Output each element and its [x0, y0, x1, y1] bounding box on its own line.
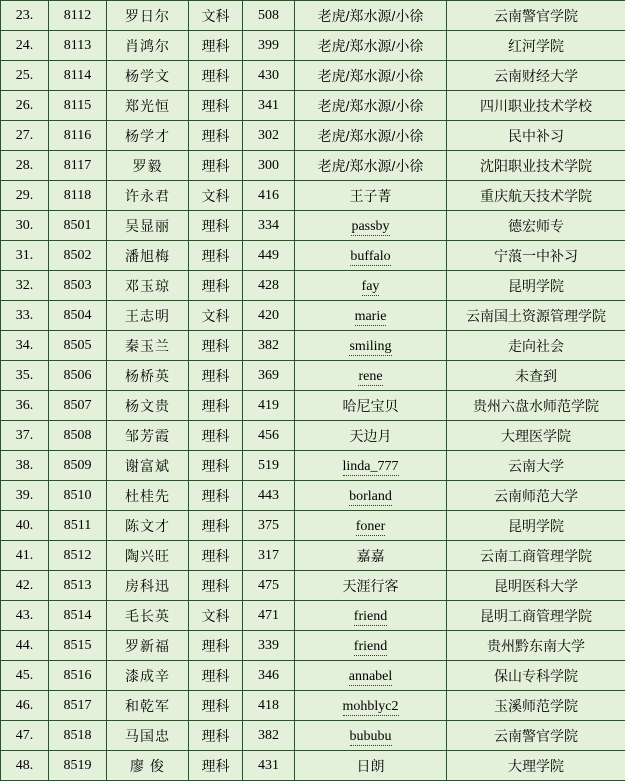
online-nickname [295, 631, 447, 661]
student-name: 马国忠 [107, 721, 189, 751]
online-nickname [295, 271, 447, 301]
admitted-school: 大理学院 [447, 751, 625, 781]
student-name: 杜桂先 [107, 481, 189, 511]
nickname-text: friend [354, 639, 387, 656]
exam-score: 419 [243, 391, 295, 421]
online-nickname: 天边月 [295, 421, 447, 451]
admitted-school: 云南财经大学 [447, 61, 625, 91]
student-name: 罗日尔 [107, 1, 189, 31]
student-name: 罗新福 [107, 631, 189, 661]
nickname-text: buffalo [350, 249, 390, 266]
row-index: 47. [1, 721, 49, 751]
admitted-school: 重庆航天技术学院 [447, 181, 625, 211]
table-row [1, 481, 625, 511]
nickname-text: fay [362, 279, 380, 296]
nickname-text: passby [351, 219, 389, 236]
student-name: 杨学才 [107, 121, 189, 151]
subject-track: 文科 [189, 181, 243, 211]
admitted-school: 云南警官学院 [447, 1, 625, 31]
table-row [1, 211, 625, 241]
row-index: 24. [1, 31, 49, 61]
table-row [1, 451, 625, 481]
row-index: 23. [1, 1, 49, 31]
online-nickname: 老虎/郑水源/小徐 [295, 61, 447, 91]
row-index: 41. [1, 541, 49, 571]
subject-track: 理科 [189, 751, 243, 781]
admitted-school: 四川职业技术学校 [447, 91, 625, 121]
subject-track: 理科 [189, 361, 243, 391]
online-nickname: 老虎/郑水源/小徐 [295, 91, 447, 121]
admitted-school: 玉溪师范学院 [447, 691, 625, 721]
online-nickname: 嘉嘉 [295, 541, 447, 571]
row-index: 28. [1, 151, 49, 181]
student-name: 陈文才 [107, 511, 189, 541]
student-id: 8115 [49, 91, 107, 121]
nickname-text: friend [354, 609, 387, 626]
table-row [1, 751, 625, 781]
table-body [1, 1, 625, 781]
student-id: 8515 [49, 631, 107, 661]
student-name: 郑光恒 [107, 91, 189, 121]
admitted-school: 昆明学院 [447, 271, 625, 301]
student-name: 和乾军 [107, 691, 189, 721]
exam-score: 418 [243, 691, 295, 721]
student-name: 潘旭梅 [107, 241, 189, 271]
student-id: 8518 [49, 721, 107, 751]
admitted-school: 保山专科学院 [447, 661, 625, 691]
row-index: 34. [1, 331, 49, 361]
table-row [1, 421, 625, 451]
student-id: 8506 [49, 361, 107, 391]
exam-score: 471 [243, 601, 295, 631]
student-name: 许永君 [107, 181, 189, 211]
student-id: 8512 [49, 541, 107, 571]
table-row [1, 301, 625, 331]
online-nickname [295, 691, 447, 721]
student-name: 肖鸿尔 [107, 31, 189, 61]
admitted-school: 云南工商管理学院 [447, 541, 625, 571]
admitted-school: 贵州黔东南大学 [447, 631, 625, 661]
student-id: 8117 [49, 151, 107, 181]
exam-score: 399 [243, 31, 295, 61]
table-row [1, 631, 625, 661]
student-id: 8508 [49, 421, 107, 451]
student-name: 吴显丽 [107, 211, 189, 241]
row-index: 40. [1, 511, 49, 541]
student-id: 8118 [49, 181, 107, 211]
subject-track: 理科 [189, 631, 243, 661]
admitted-school: 沈阳职业技术学院 [447, 151, 625, 181]
row-index: 32. [1, 271, 49, 301]
nickname-text: foner [356, 519, 386, 536]
table-row [1, 31, 625, 61]
subject-track: 理科 [189, 541, 243, 571]
table-row [1, 361, 625, 391]
exam-score: 456 [243, 421, 295, 451]
subject-track: 理科 [189, 91, 243, 121]
subject-track: 文科 [189, 1, 243, 31]
exam-score: 449 [243, 241, 295, 271]
student-name: 罗毅 [107, 151, 189, 181]
student-id: 8517 [49, 691, 107, 721]
student-name: 邹芳霞 [107, 421, 189, 451]
row-index: 36. [1, 391, 49, 421]
row-index: 37. [1, 421, 49, 451]
row-index: 46. [1, 691, 49, 721]
exam-score: 302 [243, 121, 295, 151]
exam-score: 382 [243, 721, 295, 751]
subject-track: 理科 [189, 721, 243, 751]
admitted-school: 未查到 [447, 361, 625, 391]
subject-track: 理科 [189, 391, 243, 421]
exam-score: 339 [243, 631, 295, 661]
online-nickname: 天涯行客 [295, 571, 447, 601]
student-id: 8114 [49, 61, 107, 91]
row-index: 25. [1, 61, 49, 91]
exam-score: 369 [243, 361, 295, 391]
table-row [1, 1, 625, 31]
exam-score: 317 [243, 541, 295, 571]
exam-score: 375 [243, 511, 295, 541]
row-index: 29. [1, 181, 49, 211]
admitted-school: 云南国土资源管理学院 [447, 301, 625, 331]
exam-score: 431 [243, 751, 295, 781]
table-row [1, 661, 625, 691]
student-id: 8501 [49, 211, 107, 241]
table-row [1, 61, 625, 91]
subject-track: 理科 [189, 421, 243, 451]
student-name: 漆成辛 [107, 661, 189, 691]
table-row [1, 511, 625, 541]
admitted-school: 宁蒗一中补习 [447, 241, 625, 271]
nickname-text: linda_777 [343, 459, 399, 476]
row-index: 27. [1, 121, 49, 151]
student-id: 8505 [49, 331, 107, 361]
student-id: 8112 [49, 1, 107, 31]
nickname-text: marie [355, 309, 387, 326]
row-index: 39. [1, 481, 49, 511]
row-index: 33. [1, 301, 49, 331]
subject-track: 理科 [189, 511, 243, 541]
row-index: 44. [1, 631, 49, 661]
exam-score: 346 [243, 661, 295, 691]
student-name: 毛长英 [107, 601, 189, 631]
admitted-school: 走向社会 [447, 331, 625, 361]
table-row [1, 721, 625, 751]
student-id: 8507 [49, 391, 107, 421]
student-id: 8504 [49, 301, 107, 331]
student-id: 8509 [49, 451, 107, 481]
nickname-text: bububu [350, 729, 392, 746]
exam-score: 428 [243, 271, 295, 301]
subject-track: 理科 [189, 211, 243, 241]
subject-track: 理科 [189, 241, 243, 271]
online-nickname [295, 511, 447, 541]
admitted-school: 德宏师专 [447, 211, 625, 241]
exam-score: 382 [243, 331, 295, 361]
admitted-school: 昆明工商管理学院 [447, 601, 625, 631]
subject-track: 理科 [189, 151, 243, 181]
row-index: 31. [1, 241, 49, 271]
row-index: 42. [1, 571, 49, 601]
admitted-school: 民中补习 [447, 121, 625, 151]
row-index: 45. [1, 661, 49, 691]
student-id: 8502 [49, 241, 107, 271]
student-id: 8511 [49, 511, 107, 541]
online-nickname: 老虎/郑水源/小徐 [295, 121, 447, 151]
online-nickname: 老虎/郑水源/小徐 [295, 31, 447, 61]
student-id: 8510 [49, 481, 107, 511]
row-index: 30. [1, 211, 49, 241]
subject-track: 理科 [189, 121, 243, 151]
subject-track: 理科 [189, 481, 243, 511]
admitted-school: 昆明学院 [447, 511, 625, 541]
table-row [1, 241, 625, 271]
online-nickname [295, 211, 447, 241]
exam-score: 334 [243, 211, 295, 241]
exam-score: 519 [243, 451, 295, 481]
online-nickname [295, 601, 447, 631]
student-name: 王志明 [107, 301, 189, 331]
online-nickname: 老虎/郑水源/小徐 [295, 1, 447, 31]
online-nickname: 王子菁 [295, 181, 447, 211]
student-id: 8514 [49, 601, 107, 631]
subject-track: 理科 [189, 271, 243, 301]
subject-track: 理科 [189, 691, 243, 721]
table-row [1, 391, 625, 421]
row-index: 43. [1, 601, 49, 631]
student-name: 秦玉兰 [107, 331, 189, 361]
student-id: 8513 [49, 571, 107, 601]
online-nickname: 日朗 [295, 751, 447, 781]
student-name: 房科迅 [107, 571, 189, 601]
exam-score: 416 [243, 181, 295, 211]
online-nickname [295, 241, 447, 271]
online-nickname: 老虎/郑水源/小徐 [295, 151, 447, 181]
online-nickname: 哈尼宝贝 [295, 391, 447, 421]
nickname-text: mohblyc2 [343, 699, 399, 716]
subject-track: 文科 [189, 301, 243, 331]
row-index: 48. [1, 751, 49, 781]
exam-score: 420 [243, 301, 295, 331]
online-nickname [295, 721, 447, 751]
exam-score: 475 [243, 571, 295, 601]
student-id: 8116 [49, 121, 107, 151]
nickname-text: borland [349, 489, 392, 506]
exam-score: 341 [243, 91, 295, 121]
subject-track: 理科 [189, 31, 243, 61]
online-nickname [295, 361, 447, 391]
table-row [1, 691, 625, 721]
admitted-school: 红河学院 [447, 31, 625, 61]
subject-track: 理科 [189, 571, 243, 601]
online-nickname [295, 331, 447, 361]
exam-score: 443 [243, 481, 295, 511]
table-row [1, 91, 625, 121]
row-index: 35. [1, 361, 49, 391]
table-row [1, 121, 625, 151]
exam-score: 300 [243, 151, 295, 181]
online-nickname [295, 451, 447, 481]
admitted-school: 贵州六盘水师范学院 [447, 391, 625, 421]
student-name: 杨桥英 [107, 361, 189, 391]
table-row [1, 271, 625, 301]
subject-track: 理科 [189, 331, 243, 361]
student-id: 8519 [49, 751, 107, 781]
table-row [1, 151, 625, 181]
student-id: 8503 [49, 271, 107, 301]
nickname-text: rene [358, 369, 382, 386]
admitted-school: 大理医学院 [447, 421, 625, 451]
subject-track: 理科 [189, 61, 243, 91]
student-name: 邓玉琼 [107, 271, 189, 301]
row-index: 26. [1, 91, 49, 121]
student-name: 谢富斌 [107, 451, 189, 481]
online-nickname [295, 661, 447, 691]
table-row [1, 541, 625, 571]
table-row [1, 181, 625, 211]
student-id: 8516 [49, 661, 107, 691]
subject-track: 文科 [189, 601, 243, 631]
student-id: 8113 [49, 31, 107, 61]
admitted-school: 云南师范大学 [447, 481, 625, 511]
subject-track: 理科 [189, 661, 243, 691]
exam-score: 430 [243, 61, 295, 91]
table-row [1, 331, 625, 361]
admitted-school: 云南大学 [447, 451, 625, 481]
exam-score: 508 [243, 1, 295, 31]
subject-track: 理科 [189, 451, 243, 481]
student-name: 杨文贵 [107, 391, 189, 421]
nickname-text: annabel [349, 669, 393, 686]
nickname-text: smiling [349, 339, 391, 356]
table-row [1, 601, 625, 631]
admitted-school: 昆明医科大学 [447, 571, 625, 601]
admitted-school: 云南警官学院 [447, 721, 625, 751]
table-row [1, 571, 625, 601]
student-name: 陶兴旺 [107, 541, 189, 571]
student-name: 廖 俊 [107, 751, 189, 781]
student-name: 杨学文 [107, 61, 189, 91]
online-nickname [295, 481, 447, 511]
online-nickname [295, 301, 447, 331]
row-index: 38. [1, 451, 49, 481]
